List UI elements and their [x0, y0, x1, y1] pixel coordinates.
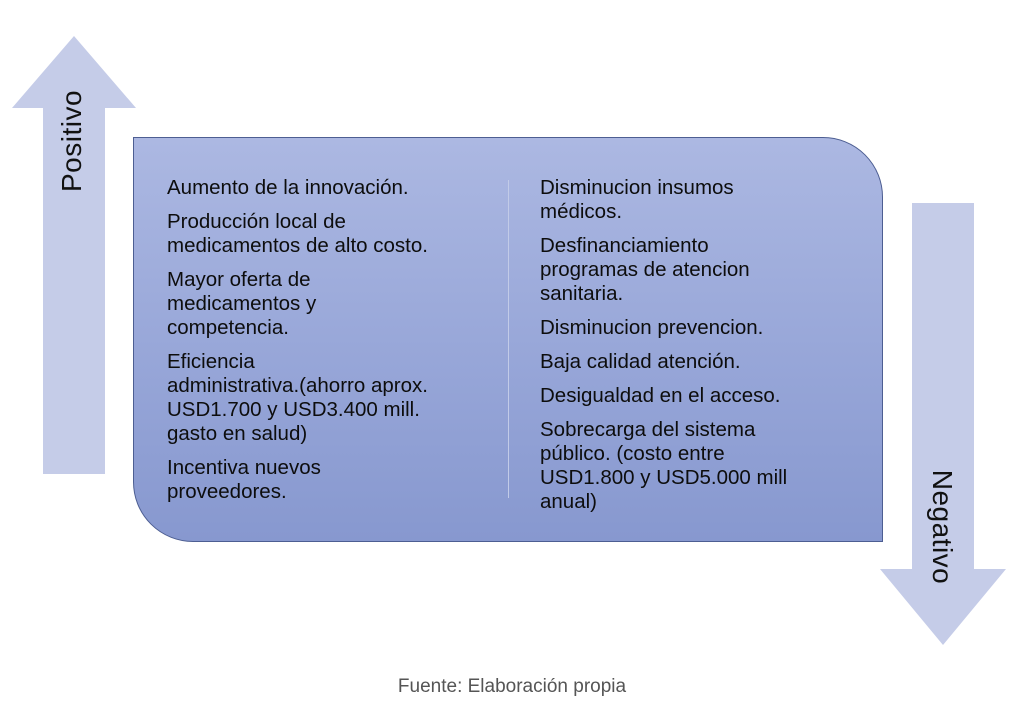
positive-item-innovation: Aumento de la innovación. [167, 176, 409, 199]
negative-effects-list [540, 176, 870, 524]
negative-item-inequality: Desigualdad en el acceso. [540, 384, 781, 407]
negative-item-overload: Sobrecarga del sistema público. (costo entre USD1.800 y USD5.000 mill anual) [540, 418, 788, 513]
negative-item-prevention: Disminucion prevencion. [540, 316, 764, 339]
negative-label: Negativo [927, 469, 958, 585]
positive-item-efficiency: Eficiencia administrativa.(ahorro aprox. USD1.700 y USD3.400 mill. gasto en salud) [167, 350, 428, 445]
positive-item-supply: Mayor oferta de medicamentos y competencia. [167, 268, 317, 339]
positive-label: Positivo [56, 89, 87, 193]
positive-effects-list [167, 176, 497, 514]
source-caption: Fuente: Elaboración propia [397, 676, 627, 697]
positive-item-local-production: Producción local de medicamentos de alto costo. [167, 210, 428, 257]
positive-item-providers: Incentiva nuevos proveedores. [167, 456, 321, 503]
column-divider [508, 180, 509, 498]
negative-item-supplies: Disminucion insumos médicos. [540, 176, 734, 223]
negative-item-defunding: Desfinanciamiento programas de atencion sanitaria. [540, 234, 750, 305]
negative-item-quality: Baja calidad atención. [540, 350, 741, 373]
